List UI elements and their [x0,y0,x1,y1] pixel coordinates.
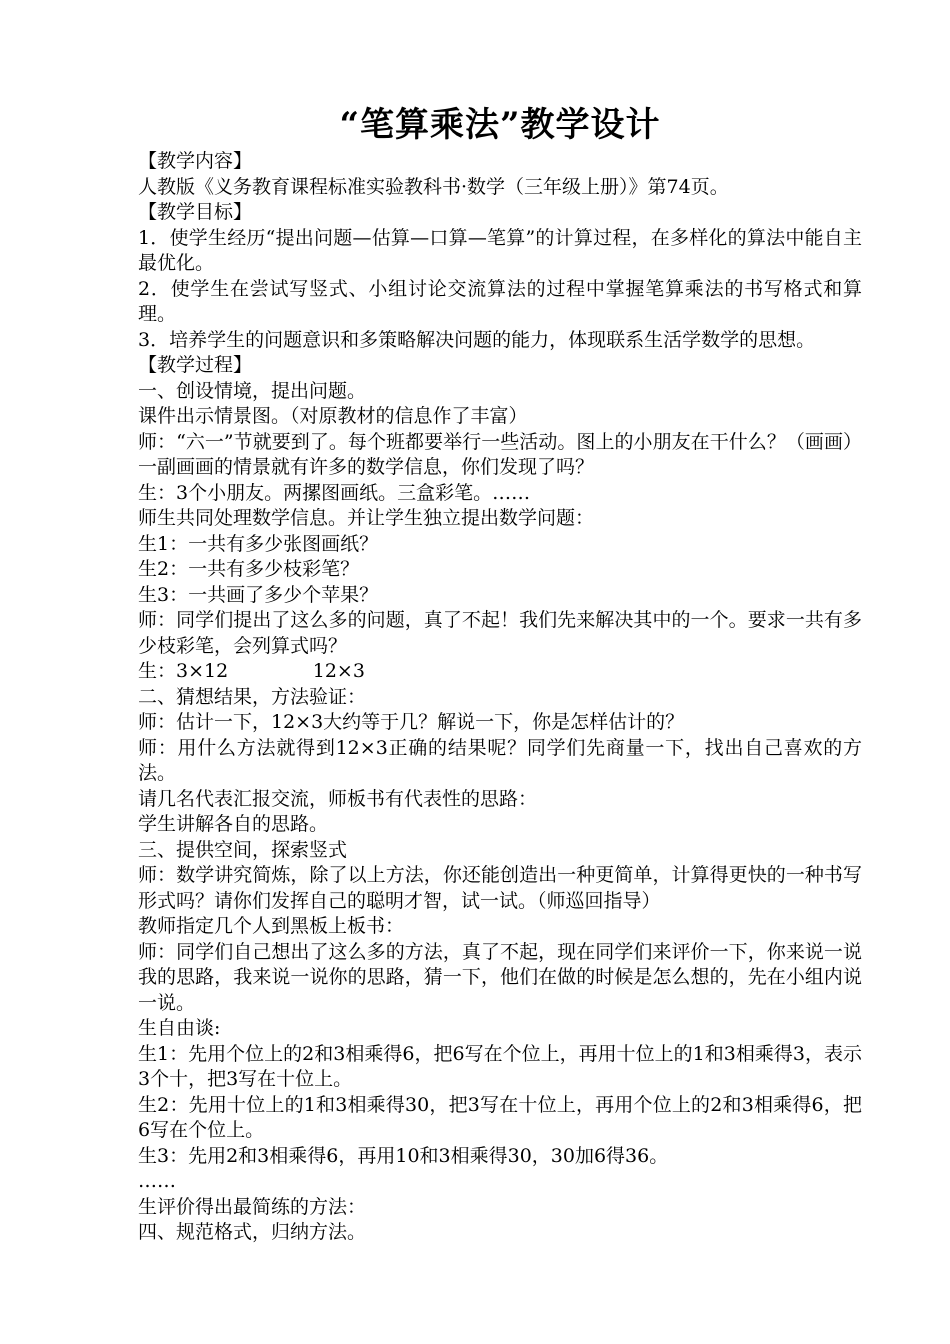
paragraph: 生2：先用十位上的1和3相乘得30，把3写在十位上，再用个位上的2和3相乘得6，把6写在个位上。 [138,1093,862,1141]
paragraph: 生2：一共有多少枝彩笔？ [138,558,360,580]
paragraph: 生1：一共有多少张图画纸？ [138,532,379,555]
paragraph: 师生共同处理数学信息。并让学生独立提出数学问题： [138,507,595,529]
paragraph: 1．使学生经历“提出问题—估算—口算—笔算”的计算过程，在多样化的算法中能自主最优化。 [138,226,862,274]
paragraph: 生1：先用个位上的2和3相乘得6，把6写在个位上，再用十位上的1和3相乘得3，表示3个十，把3写在十位上。 [138,1042,862,1090]
paragraph: 二、猜想结果，方法验证： [138,685,367,708]
paragraph: 师：用什么方法就得到12×3正确的结果呢？同学们先商量一下，找出自己喜欢的方法。 [138,736,862,784]
paragraph: 请几名代表汇报交流，师板书有代表性的思路： [138,787,538,810]
paragraph: 生：3个小朋友。两摞图画纸。三盒彩笔。…… [138,481,531,504]
document-title: “笔算乘法”教学设计 [339,105,661,145]
paragraph: 学生讲解各自的思路。 [138,813,329,835]
paragraph: 人教版《义务教育课程标准实验教科书·数学（三年级上册）》第74页。 [138,175,729,198]
paragraph: 师：同学们自己想出了这么多的方法，真了不起，现在同学们来评价一下，你来说一说我的思路，我来说一说你的思路，猜一下，他们在做的时候是怎么想的，先在小组内说一说。 [138,940,862,1014]
paragraph: 师：数学讲究简炼，除了以上方法，你还能创造出一种更简单，计算得更快的一种书写形式吗？请你们发挥自己的聪明才智，试一试。（师巡回指导） [138,864,862,912]
document-body [138,149,862,1246]
paragraph: 四、规范格式，归纳方法。 [138,1221,367,1243]
paragraph: 生：3×12 12×3 [138,660,365,682]
paragraph: 生3：先用2和3相乘得6，再用10和3相乘得30，30加6得36。 [138,1144,669,1167]
section-heading-goals: 【教学目标】 [138,201,253,223]
section-heading-process: 【教学过程】 [138,354,253,376]
paragraph: 三、提供空间，探索竖式 [138,838,348,861]
paragraph: 教师指定几个人到黑板上板书： [138,915,405,937]
paragraph: 生评价得出最简练的方法： [138,1195,367,1218]
paragraph: 3．培养学生的问题意识和多策略解决问题的能力，体现联系生活学数学的思想。 [138,328,816,351]
document-page [138,103,862,1246]
paragraph: 师：“六一”节就要到了。每个班都要举行一些活动。图上的小朋友在干什么？（画画）一副画画的情景就有许多的数学信息，你们发现了吗？ [138,430,862,478]
paragraph: 师：估计一下，12×3大约等于几？解说一下，你是怎样估计的？ [138,711,685,733]
paragraph: 生3：一共画了多少个苹果？ [138,583,379,606]
paragraph: 2．使学生在尝试写竖式、小组讨论交流算法的过程中掌握笔算乘法的书写格式和算理。 [138,277,862,325]
paragraph: 生自由谈: [138,1017,221,1039]
section-heading-content: 【教学内容】 [138,150,253,172]
paragraph: 一、创设情境，提出问题。 [138,379,367,402]
paragraph: 课件出示情景图。（对原教材的信息作了丰富） [138,405,528,427]
paragraph: …… [138,1170,176,1192]
paragraph: 师：同学们提出了这么多的问题，真了不起！我们先来解决其中的一个。要求一共有多少枝彩笔，会列算式吗？ [138,609,862,657]
